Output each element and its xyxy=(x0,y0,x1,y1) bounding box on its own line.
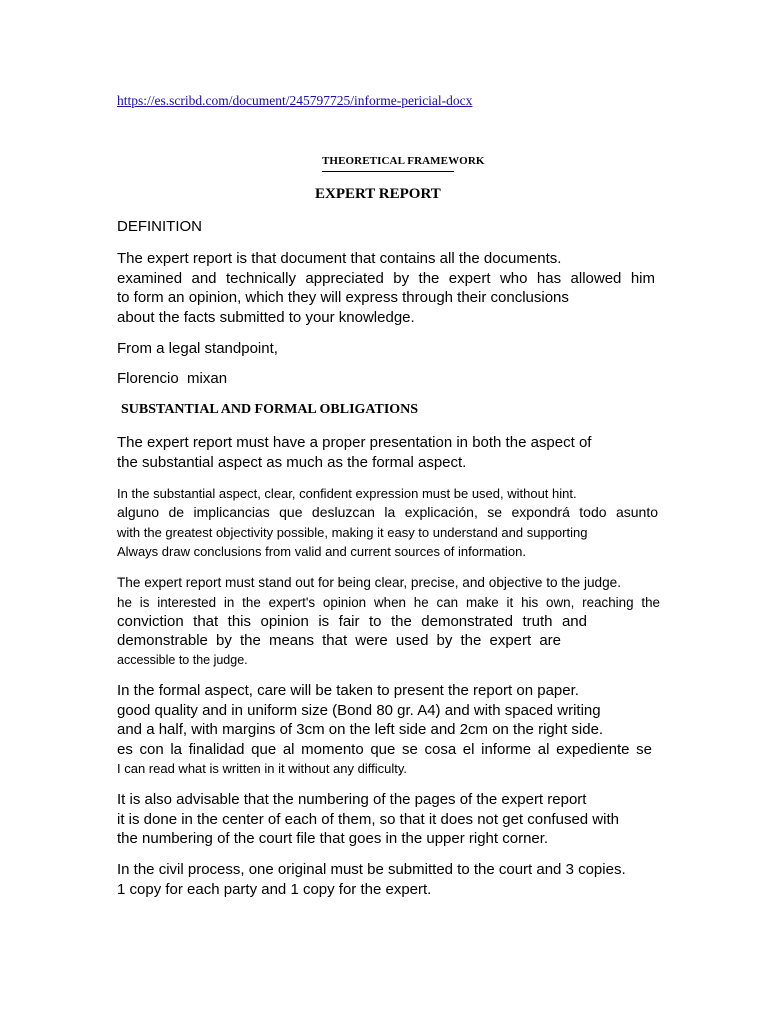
presentation-paragraph xyxy=(117,433,591,472)
source-url-link[interactable]: https://es.scribd.com/document/245797725/informe-pericial-docx xyxy=(117,93,473,108)
paragraph-line: I can read what is written in it without any difficulty. xyxy=(117,761,407,776)
substantial-aspect-paragraph xyxy=(117,484,658,561)
paragraph-line: with the greatest objectivity possible, making it easy to understand and supporting xyxy=(117,524,588,540)
paragraph-line: It is also advisable that the numbering of the pages of the expert report xyxy=(117,791,587,808)
paragraph-line: it is done in the center of each of them, so that it does not get confused with xyxy=(117,810,619,828)
definition-paragraph xyxy=(117,249,655,327)
definition-heading: DEFINITION xyxy=(117,218,202,235)
paragraph-line: In the civil process, one original must be submitted to the court and 3 copies. xyxy=(117,861,626,878)
section-kicker: THEORETICAL FRAMEWORK xyxy=(322,155,485,167)
paragraph-line: the numbering of the court file that goes in the upper right corner. xyxy=(117,830,549,847)
paragraph-line: Always draw conclusions from valid and current sources of information. xyxy=(117,543,526,559)
paragraph-line: about the facts submitted to your knowledge. xyxy=(117,308,415,326)
paragraph-line: to form an opinion, which they will express through their conclusions xyxy=(117,289,569,306)
formal-aspect-paragraph xyxy=(117,681,652,779)
paragraph-line: es con la finalidad que al momento que se cosa el informe al expediente se xyxy=(117,740,652,758)
paragraph-line: alguno de implicancias que desluzcan la explicación, se expondrá todo asunto xyxy=(117,504,658,520)
paragraph-line: 1 copy for each party and 1 copy for the expert. xyxy=(117,880,432,898)
paragraph-line: The expert report must have a proper presentation in both the aspect of xyxy=(117,434,592,451)
clarity-paragraph xyxy=(117,573,660,669)
paragraph-line: examined and technically appreciated by the expert who has allowed him xyxy=(117,269,655,287)
author-name: Florencio mixan xyxy=(117,370,228,387)
civil-process-paragraph xyxy=(117,860,626,899)
legal-standpoint-text: From a legal standpoint, xyxy=(117,340,278,357)
document-title: EXPERT REPORT xyxy=(315,186,441,202)
paragraph-line: good quality and in uniform size (Bond 80 gr. A4) and with spaced writing xyxy=(117,701,601,719)
paragraph-line: accessible to the judge. xyxy=(117,652,248,667)
numbering-paragraph xyxy=(117,790,619,849)
paragraph-line: The expert report must stand out for being clear, precise, and objective to the judge. xyxy=(117,575,622,590)
paragraph-line: In the substantial aspect, clear, confident expression must be used, without hint. xyxy=(117,486,577,501)
paragraph-line: In the formal aspect, care will be taken to present the report on paper. xyxy=(117,682,579,699)
paragraph-line: and a half, with margins of 3cm on the left side and 2cm on the right side. xyxy=(117,721,604,738)
paragraph-line: The expert report is that document that contains all the documents. xyxy=(117,250,562,267)
paragraph-line: demonstrable by the means that were used by the expert are xyxy=(117,632,561,649)
section-subheading: SUBSTANTIAL AND FORMAL OBLIGATIONS xyxy=(121,402,419,417)
paragraph-line: he is interested in the expert's opinion when he can make it his own, reaching the xyxy=(117,594,660,610)
paragraph-line: conviction that this opinion is fair to the demonstrated truth and xyxy=(117,612,587,630)
paragraph-line: the substantial aspect as much as the formal aspect. xyxy=(117,453,467,471)
kicker-underline xyxy=(322,171,454,172)
